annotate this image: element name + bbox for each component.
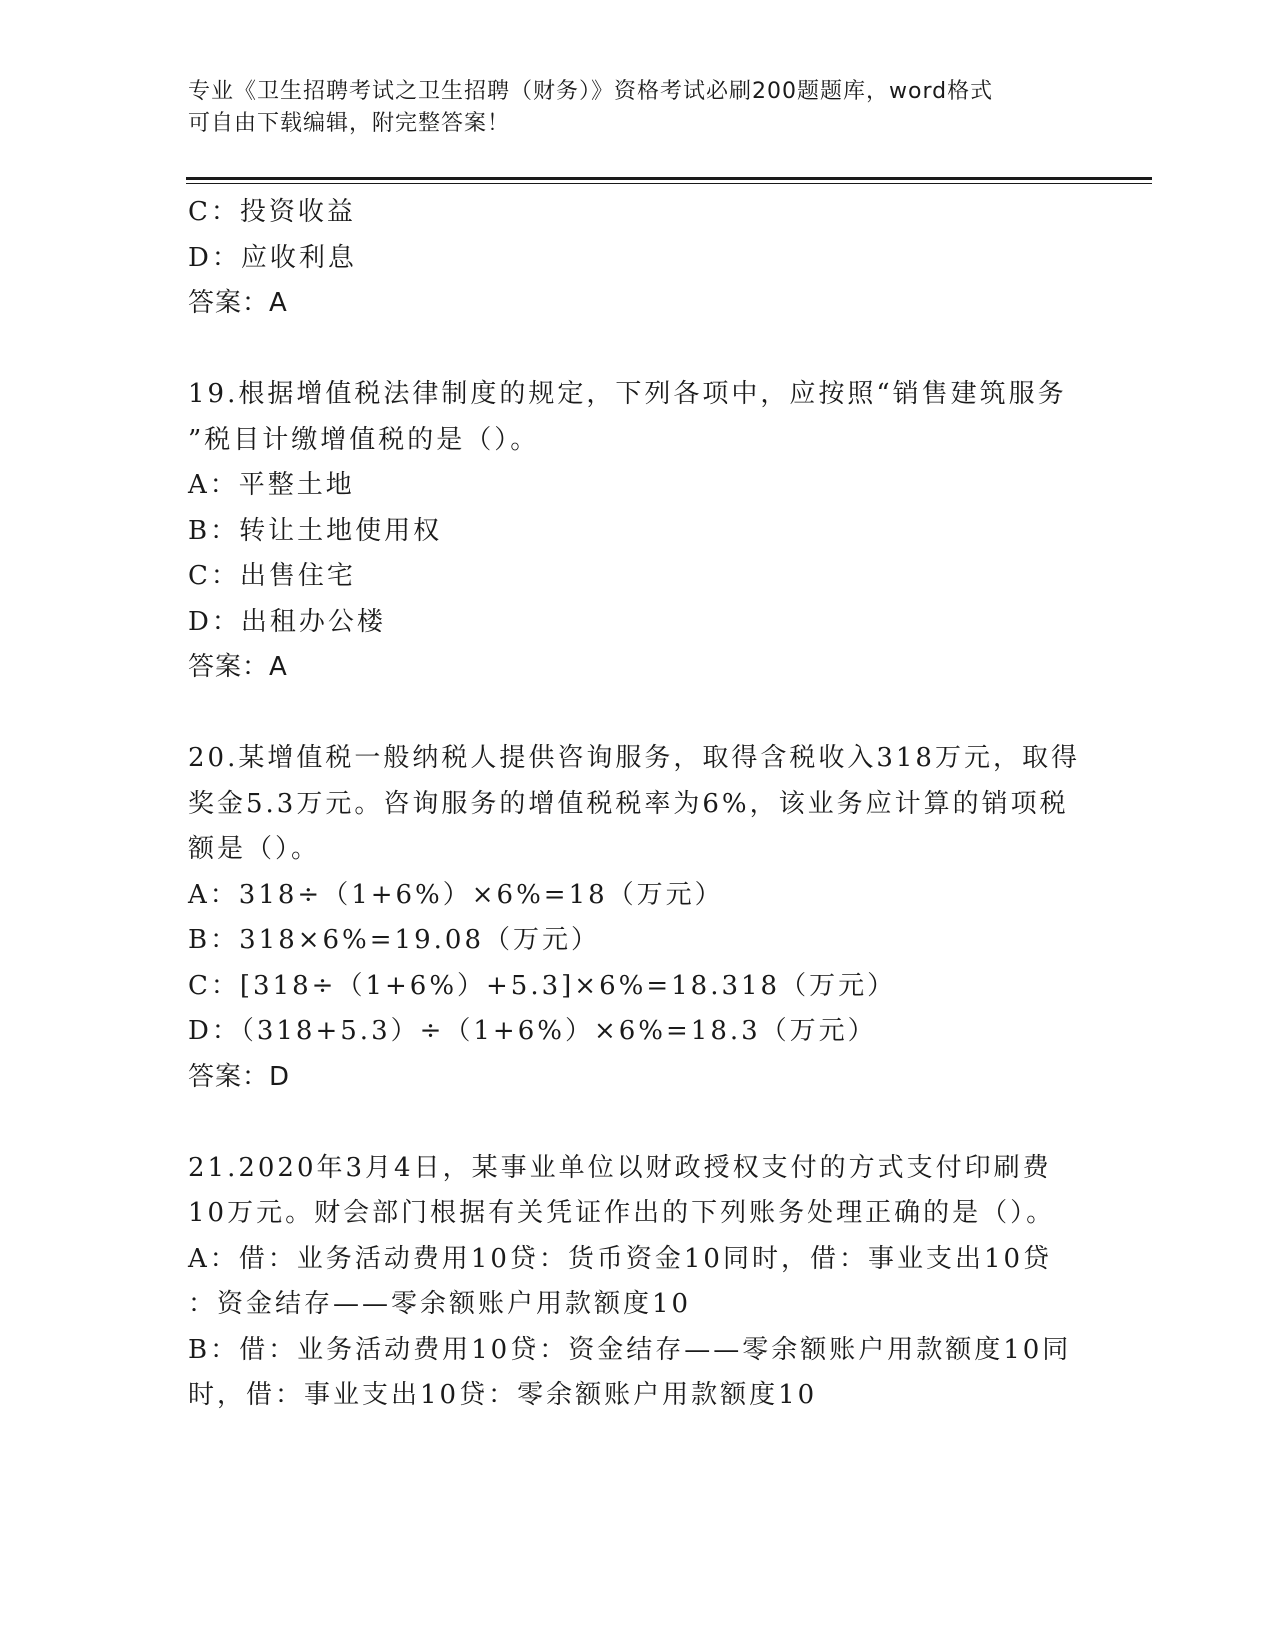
question-block-previous — [188, 190, 1088, 327]
option-d: D：应收利息 — [188, 242, 357, 273]
spacer — [188, 1100, 1088, 1146]
question-text-line: 20.某增值税一般纳税人提供咨询服务，取得含税收入318万元，取得 — [188, 743, 1080, 773]
answer-line: 答案：A — [188, 652, 288, 682]
question-block-20 — [188, 736, 1088, 1100]
option-a: A：平整土地 — [188, 470, 355, 500]
question-block-19 — [188, 372, 1088, 691]
question-text-line: ”税目计缴增值税的是（）。 — [188, 424, 540, 455]
header-divider-thin — [186, 183, 1152, 184]
option-c: C：[318÷（1+6%）+5.3]×6%=18.318（万元） — [188, 970, 897, 1001]
option-d: D：出租办公楼 — [188, 606, 386, 637]
question-text-line: 19.根据增值税法律制度的规定，下列各项中，应按照“销售建筑服务 — [188, 379, 1067, 409]
question-text-line: 10万元。财会部门根据有关凭证作出的下列账务处理正确的是（）。 — [188, 1198, 1056, 1228]
option-a: A：318÷（1+6%）×6%=18（万元） — [188, 879, 724, 910]
answer-line: 答案：A — [188, 288, 288, 318]
option-b: B：318×6%=19.08（万元） — [188, 925, 600, 955]
spacer — [188, 691, 1088, 737]
option-a-continued: ：资金结存——零余额账户用款额度10 — [188, 1289, 692, 1319]
question-text-line: 21.2020年3月4日，某事业单位以财政授权支付的方式支付印刷费 — [188, 1152, 1052, 1183]
spacer — [188, 327, 1088, 373]
option-a: A：借：业务活动费用10贷：货币资金10同时，借：事业支出10贷 — [188, 1243, 1053, 1274]
header-divider-thick — [186, 177, 1152, 180]
question-text-line: 额是（）。 — [188, 834, 321, 864]
option-b-continued: 时，借：事业支出10贷：零余额账户用款额度10 — [188, 1380, 818, 1410]
option-c: C：出售住宅 — [188, 561, 356, 591]
option-d: D：（318+5.3）÷（1+6%）×6%=18.3（万元） — [188, 1016, 877, 1046]
header-title-line-2: 可自由下载编辑，附完整答案！ — [188, 111, 511, 136]
question-block-21 — [188, 1146, 1088, 1419]
document-body — [188, 190, 1088, 1419]
header-title-line-1: 专业《卫生招聘考试之卫生招聘（财务）》资格考试必刷200题题库，word格式 — [188, 79, 994, 104]
option-c: C：投资收益 — [188, 197, 356, 227]
option-b: B：借：业务活动费用10贷：资金结存——零余额账户用款额度10同 — [188, 1334, 1072, 1365]
question-text-line: 奖金5.3万元。咨询服务的增值税税率为6%，该业务应计算的销项税 — [188, 788, 1069, 819]
answer-line: 答案：D — [188, 1061, 291, 1092]
document-header — [188, 76, 1068, 140]
option-b: B：转让土地使用权 — [188, 515, 443, 546]
